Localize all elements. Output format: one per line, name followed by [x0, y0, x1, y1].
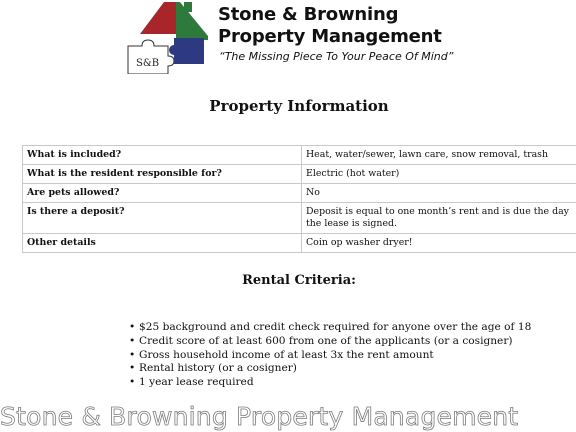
- row-question: What is included?: [23, 146, 302, 165]
- row-answer: No: [302, 184, 576, 203]
- bullet-icon: •: [129, 334, 136, 347]
- logo-red-piece: [140, 2, 176, 34]
- table-row: [23, 234, 576, 253]
- row-question: Is there a deposit?: [23, 203, 302, 234]
- logo-chimney: [184, 2, 192, 12]
- row-answer: Deposit is equal to one month’s rent and is due the day the lease is signed.: [302, 203, 576, 234]
- row-question: Are pets allowed?: [23, 184, 302, 203]
- row-answer: Electric (hot water): [302, 165, 576, 184]
- property-info-title: Property Information: [209, 97, 389, 115]
- criteria-text: Credit score of at least 600 from one of the applicants (or a cosigner): [139, 334, 513, 347]
- rental-criteria-list: [127, 321, 531, 390]
- list-item: [127, 376, 531, 390]
- property-info-table: [22, 145, 576, 253]
- rental-criteria-title: Rental Criteria:: [242, 273, 356, 288]
- company-tagline: “The Missing Piece To Your Peace Of Mind”: [219, 50, 454, 63]
- bullet-icon: •: [129, 321, 136, 333]
- list-item: [127, 349, 531, 363]
- criteria-text: 1 year lease required: [139, 376, 254, 389]
- bullet-icon: •: [129, 362, 136, 375]
- company-name-line1: Stone & Browning: [218, 4, 399, 25]
- row-answer: Coin op washer dryer!: [302, 234, 576, 253]
- table-row: [23, 184, 576, 203]
- list-item: [127, 321, 531, 335]
- watermark-text: Stone & Browning Property Management: [0, 402, 519, 431]
- bullet-icon: •: [129, 376, 136, 389]
- row-question: What is the resident responsible for?: [23, 165, 302, 184]
- list-item: [127, 362, 531, 376]
- table-row: [23, 146, 576, 165]
- criteria-text: Rental history (or a cosigner): [139, 362, 297, 375]
- company-name: [218, 4, 442, 48]
- bullet-icon: •: [129, 348, 136, 361]
- criteria-text: Gross household income of at least 3x the rent amount: [139, 348, 434, 361]
- table-row: [23, 165, 576, 184]
- row-question: Other details: [23, 234, 302, 253]
- company-logo: [124, 0, 214, 74]
- logo-badge-text: S&B: [136, 58, 160, 69]
- row-answer: Heat, water/sewer, lawn care, snow removal, trash: [302, 146, 576, 165]
- table-row: [23, 203, 576, 234]
- criteria-text: $25 background and credit check required for anyone over the age of 18: [139, 321, 532, 333]
- list-item: [127, 335, 531, 349]
- company-name-line2: Property Management: [218, 26, 442, 47]
